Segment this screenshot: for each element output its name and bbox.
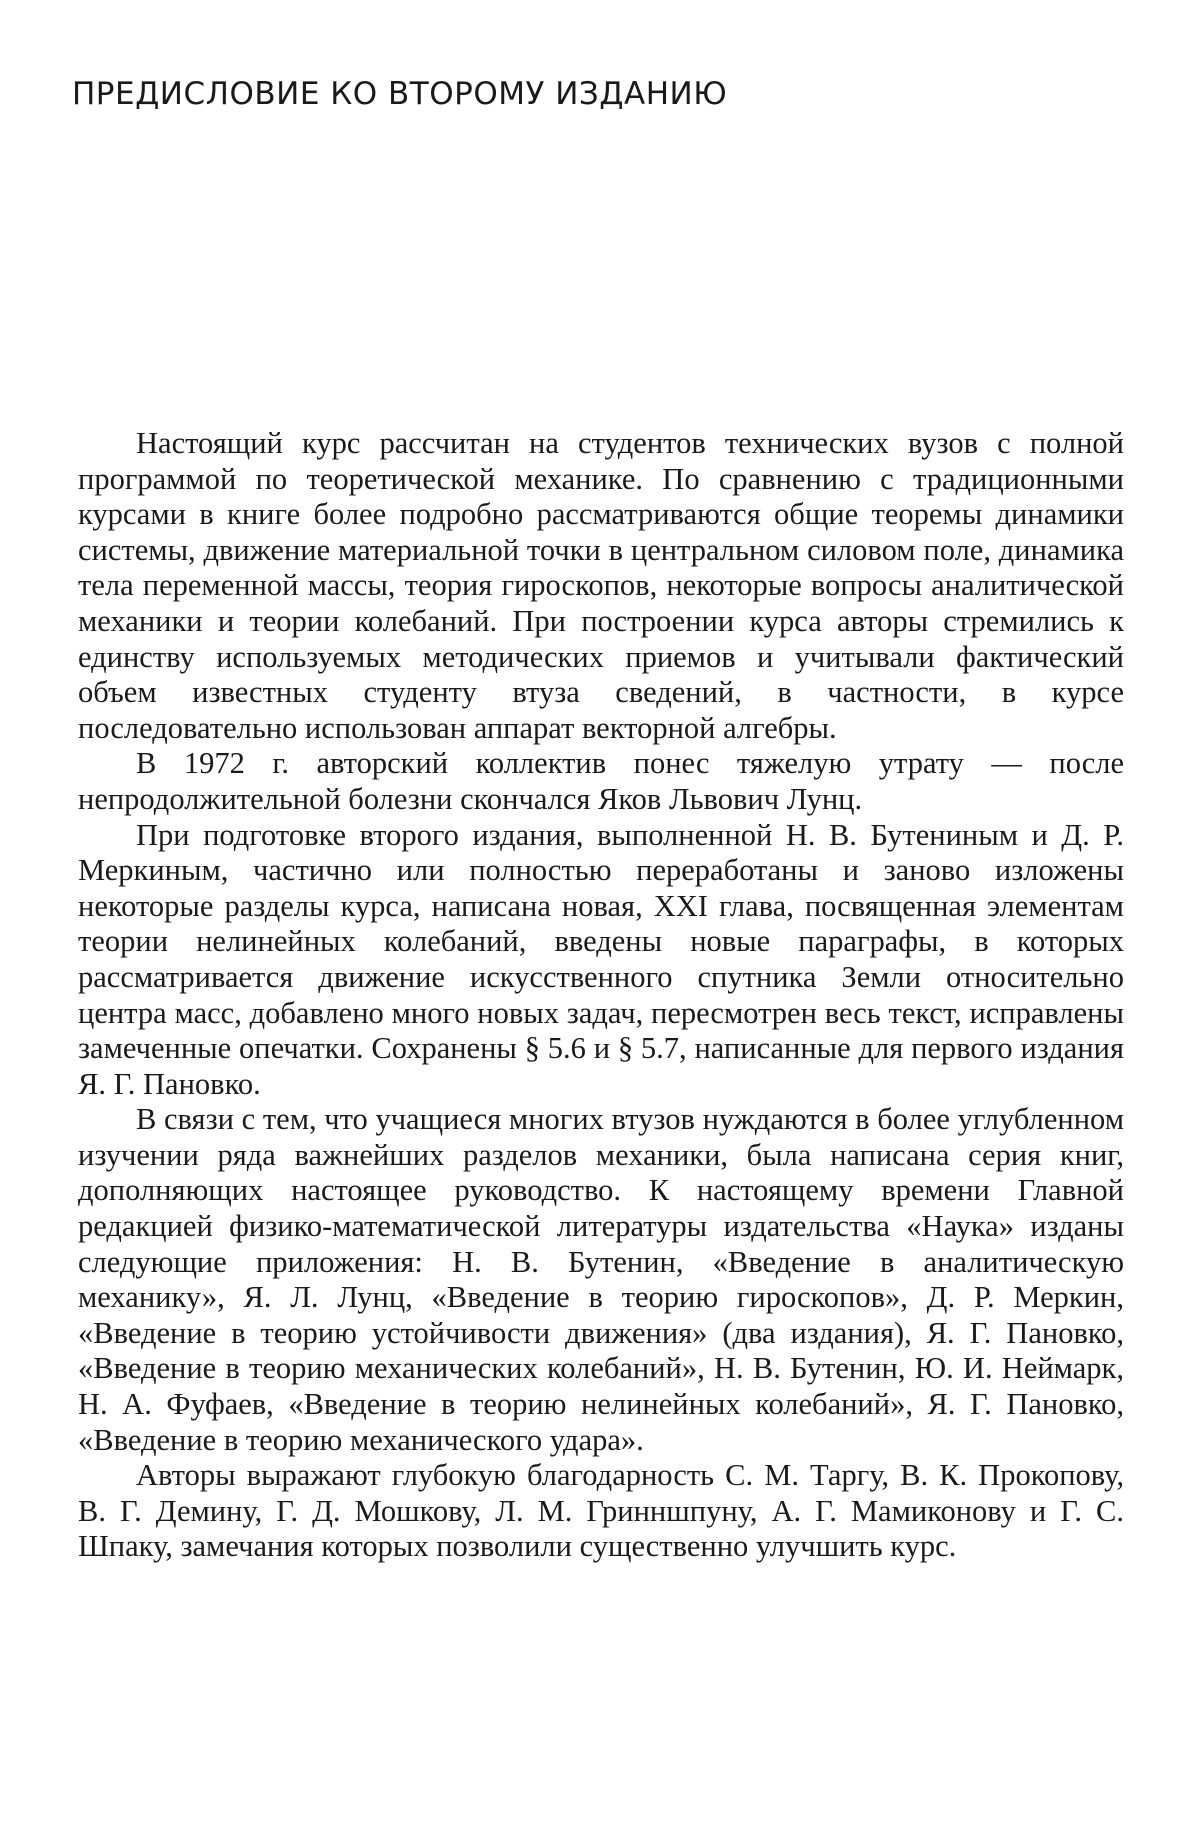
paragraph-second-edition: При подготовке второго издания, выполненной Н. В. Бутениным и Д. Р. Меркиным, частично или полностью переработаны и заново изложены некоторые разделы курса, написана новая, XXI глава, посвященная элементам теории нелинейных колебаний, введены новые параграфы, в которых рассматривается движение искусственного спутника Земли относительно центра масс, добавлено много новых задач, пересмотрен весь текст, исправлены замеченные опечатки. Сохранены § 5.6 и § 5.7, написанные для первого издания Я. Г. Пановко. — [78, 817, 1124, 1101]
preface-text — [78, 426, 1124, 1565]
page-title: ПРЕДИСЛОВИЕ КО ВТОРОМУ ИЗДАНИЮ — [72, 76, 728, 112]
paragraph-course-description: Настоящий курс рассчитан на студентов технических вузов с полной программой по теоретической механике. По сравнению с традиционными курсами в книге более подробно рассматриваются общие теоремы динамики системы, движение материальной точки в центральном силовом поле, динамика тела переменной массы, теория гироскопов, некоторые вопросы аналитической механики и теории колебаний. При построении курса авторы стремились к единству используемых методических приемов и учитывали фактический объем известных студенту втуза сведений, в частности, в курсе последовательно использован аппарат векторной алгебры. — [78, 426, 1124, 745]
paragraph-acknowledgements: Авторы выражают глубокую благодарность С. М. Таргу, В. К. Прокопову, В. Г. Демину, Г. Д. Мошкову, Л. М. Гринншпуну, А. Г. Мамиконову и Г. С. Шпаку, замечания которых позволили существенно улучшить курс. — [78, 1458, 1124, 1564]
paragraph-loss: В 1972 г. авторский коллектив понес тяжелую утрату — после непродолжительной болезни скончался Яков Львович Лунц. — [78, 746, 1124, 816]
paragraph-supplementary-books: В связи с тем, что учащиеся многих втузов нуждаются в более углубленном изучении ряда важнейших разделов механики, была написана серия книг, дополняющих настоящее руководство. К настоящему времени Главной редакцией физико-математической литературы издательства «Наука» изданы следующие приложения: Н. В. Бутенин, «Введение в аналитическую механику», Я. Л. Лунц, «Введение в теорию гироскопов», Д. Р. Меркин, «Введение в теорию устойчивости движения» (два издания), Я. Г. Пановко, «Введение в теорию механических колебаний», Н. В. Бутенин, Ю. И. Неймарк, Н. А. Фуфаев, «Введение в теорию нелинейных колебаний», Я. Г. Пановко, «Введение в теорию механического удара». — [78, 1102, 1124, 1457]
